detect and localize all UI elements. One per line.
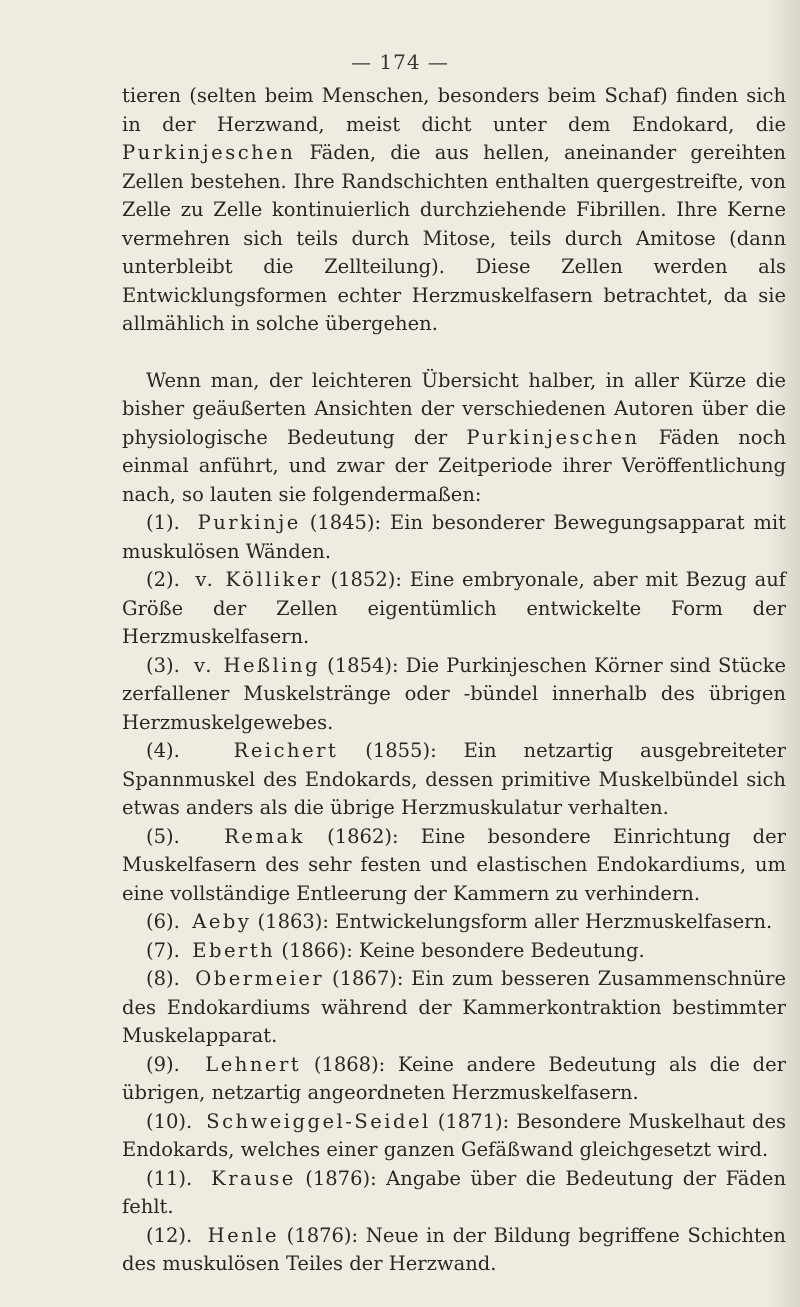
- entry-author: Aeby: [192, 910, 252, 933]
- entry-author: Remak: [224, 824, 305, 848]
- entry-text: Besondere Muskelhaut des Endokards, welches einer ganzen Gefäßwand gleichgesetzt wird.: [122, 1109, 786, 1161]
- author-entry: [122, 652, 786, 738]
- summary-text-end: Fäden noch einmal anführt, und zwar der Zeitperiode ihrer Veröffentlichung nach, so lauten sie folgendermaßen:: [122, 425, 787, 506]
- entry-text: Eine besondere Einrichtung der Muskelfasern des sehr festen und elastischen Endokardiums, um eine vollständige Entleerung der Kammern zu verhindern.: [122, 824, 786, 905]
- summary-text-start: Wenn man, der leichteren Übersicht halber, in aller Kürze die bisher geäußerten Ansichten der verschiedenen Autoren über die physiologische Bedeutung der: [122, 368, 786, 449]
- entry-text: Keine besondere Bedeutung.: [359, 938, 645, 962]
- entry-number: (5).: [146, 824, 180, 848]
- author-entry: [122, 509, 786, 566]
- intro-paragraph: [122, 82, 786, 339]
- author-entry: [122, 937, 786, 966]
- entry-text: Keine andere Bedeutung als die der übrigen, netzartig angeordneten Herzmuskelfasern.: [122, 1052, 786, 1104]
- entry-number: (2).: [146, 568, 180, 591]
- entry-year: (1863):: [251, 910, 336, 933]
- author-entry: [122, 823, 786, 909]
- author-entry: [122, 1108, 786, 1165]
- entry-year: (1876):: [279, 1223, 366, 1247]
- intro-text-end: Fäden, die aus hellen, aneinander gereihten Zellen bestehen. Ihre Randschichten enthalten quergestreifte, von Zelle zu Zelle kontinuierlich durchziehende Fibrillen. Ihre Kerne vermehren sich teils durch Mitose, teils durch Amitose (dann unterbleibt die Zellteilung). Diese Zellen werden als Entwicklungsformen echter Herzmuskelfasern betrachtet, da sie allmählich in solche übergehen.: [122, 141, 786, 335]
- summary-paragraph: [122, 367, 786, 510]
- entry-number: (12).: [146, 1223, 193, 1247]
- body-text: [122, 82, 786, 1279]
- author-entry: [122, 908, 786, 937]
- entry-text: Eine embryonale, aber mit Bezug auf Größe der Zellen eigentümlich entwickelte Form der Herzmuskelfasern.: [122, 568, 787, 648]
- entry-author: Henle: [207, 1223, 279, 1247]
- entry-number: (11).: [146, 1166, 193, 1190]
- entry-year: (1855):: [338, 739, 464, 762]
- entry-number: (9).: [146, 1052, 180, 1076]
- author-entry: [122, 737, 786, 823]
- entry-author: Purkinje: [197, 511, 301, 534]
- entry-number: (4).: [146, 739, 180, 762]
- entry-year: (1867):: [324, 967, 412, 990]
- entry-number: (1).: [146, 511, 180, 534]
- entry-author: Obermeier: [195, 967, 325, 990]
- author-entry: [122, 566, 786, 652]
- entry-text: Ein besonderer Bewegungsapparat mit muskulösen Wänden.: [122, 511, 786, 563]
- entry-year: (1845):: [300, 511, 391, 534]
- entry-text: Die Purkinjeschen Körner sind Stücke zerfallener Muskelstränge oder -bündel innerhalb des übrigen Herzmuskelgewebes.: [122, 653, 787, 734]
- entry-year: (1866):: [275, 938, 360, 962]
- entry-year: (1852):: [322, 568, 410, 591]
- entry-number: (10).: [146, 1109, 193, 1133]
- entry-author: Schweiggel-Seidel: [206, 1109, 431, 1133]
- paragraph-gap: [122, 339, 786, 367]
- entry-number: (7).: [146, 938, 180, 962]
- entry-author: v. Heßling: [194, 653, 321, 677]
- entry-text: Angabe über die Bedeutung der Fäden fehlt.: [122, 1166, 787, 1218]
- entry-year: (1876):: [295, 1166, 387, 1190]
- page-number: — 174 —: [351, 50, 449, 74]
- author-entry: [122, 1051, 786, 1108]
- author-entry: [122, 965, 786, 1051]
- entry-author: v. Kölliker: [195, 568, 323, 591]
- entry-number: (3).: [146, 653, 180, 677]
- author-entries-list: [122, 509, 786, 1279]
- intro-author-name: Purkinjeschen: [122, 141, 296, 164]
- entry-year: (1871):: [430, 1109, 517, 1133]
- entry-author: Krause: [211, 1166, 296, 1190]
- author-entry: [122, 1222, 786, 1279]
- author-entry: [122, 1165, 786, 1222]
- intro-text-start: tieren (selten beim Menschen, besonders beim Schaf) finden sich in der Herzwand, meist dicht unter dem Endokard, die: [122, 84, 786, 136]
- entry-author: Lehnert: [205, 1052, 302, 1076]
- entry-text: Ein zum besseren Zusammenschnüre des Endokardiums während der Kammerkontraktion bestimmter Muskelapparat.: [122, 967, 786, 1047]
- entry-text: Ein netzartig ausgebreiteter Spannmuskel des Endokards, dessen primitive Muskelbündel sich etwas anders als die übrige Herzmuskulatur verhalten.: [122, 739, 787, 819]
- entry-number: (8).: [146, 967, 180, 990]
- entry-author: Reichert: [233, 739, 339, 762]
- entry-author: Eberth: [192, 938, 276, 962]
- entry-year: (1854):: [320, 653, 406, 677]
- summary-author-name: Purkinjeschen: [466, 425, 640, 449]
- entry-year: (1868):: [301, 1052, 398, 1076]
- entry-text: Neue in der Bildung begriffene Schichten des muskulösen Teiles der Herzwand.: [122, 1223, 786, 1275]
- entry-number: (6).: [146, 910, 180, 933]
- entry-text: Entwickelungsform aller Herzmuskelfasern.: [335, 910, 773, 933]
- entry-year: (1862):: [304, 824, 421, 848]
